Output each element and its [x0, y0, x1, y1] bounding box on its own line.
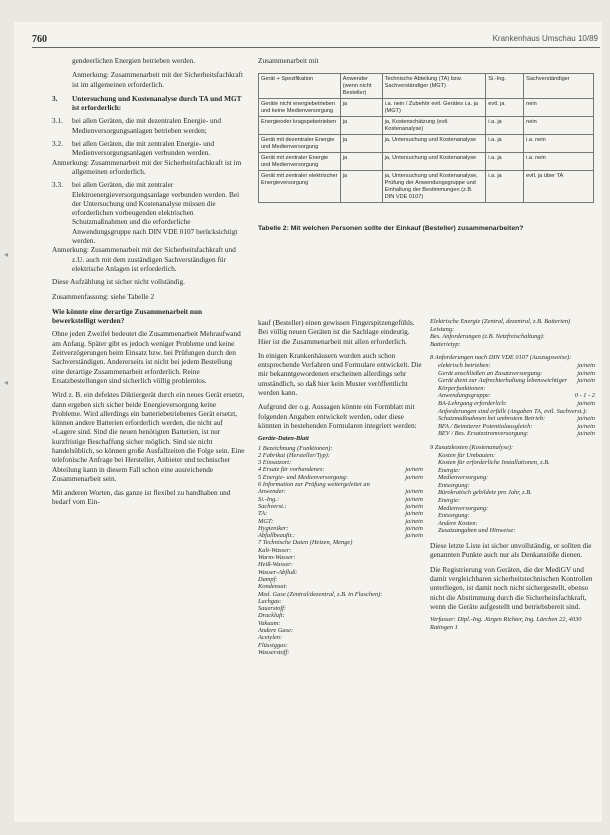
paragraph: Zusammenfassung: siehe Tabelle 2: [52, 291, 155, 301]
table-row: [259, 171, 594, 203]
item-number: 3.2.: [52, 139, 63, 149]
form-row: [258, 539, 423, 546]
form-row: [258, 452, 423, 459]
table-cell: ja: [340, 171, 382, 203]
paragraph: Aufgrund der o.g. Aussagen könnte ein Formblatt mit folgenden Angaben entwickelt werden, oder diese könnten in bestehenden Formularen integriert werden:: [258, 402, 417, 430]
form-row: Kosten für erforderliche Installationen, z.B.: [438, 459, 550, 467]
table-cell: i.a. ja: [486, 117, 524, 135]
table-intro: Zusammenarbeit mit: [258, 56, 319, 65]
form-label: Bes. Anforderungen (z.B. Netzfreischaltung):: [430, 333, 545, 341]
table-cell: ja, Untersuchung und Kostenanalyse: [382, 135, 486, 153]
form-row: Andere Kosten:: [438, 519, 478, 527]
form-label: Si.-Ing.:: [258, 495, 279, 503]
form-label: 7 Technische Daten (Heizen, Menge): [258, 539, 353, 547]
form-row: [258, 518, 423, 525]
form-value: ja/nein: [577, 415, 595, 423]
form-value: ja/nein: [577, 430, 595, 438]
table-cell: i.a. ja: [486, 171, 524, 203]
form-value: ja/nein: [405, 524, 423, 532]
annotation: Anmerkung: Zusammenarbeit mit der Sicherheitsfachkraft ist im allgemeinen erforderlich.: [72, 70, 244, 89]
form-row: [258, 525, 423, 532]
form-value: ja/nein: [577, 399, 595, 407]
form-section-title: 9 Zusatzkosten (Kostenanalyse):: [430, 443, 514, 451]
table-cell: ja: [340, 99, 382, 117]
form-label: Dampf:: [258, 575, 278, 583]
paragraph: Ohne jeden Zweifel bedeutet die Zusammenarbeit Mehraufwand am Anfang. Später gibt es jedoch weniger Probleme und keine Zeitverzögerungen beim Einsatz bzw. bei Prüfungen durch den Sachverständigen. Andererseits ist nicht bei jedem Bestellung eine derartige Zusammenarbeit erforderlich. Reine Ersatzbestellungen sind sicherlich völlig problemlos.: [52, 329, 241, 385]
form-label: Heiß-Wasser:: [258, 561, 293, 569]
form-row: [258, 466, 423, 473]
annotation: Anmerkung: Zusammenarbeit mit der Sicherheitsfachkraft und z.U. auch mit dem zuständigen Sachverständigen für elektrische Anlagen ist erforderlich.: [52, 245, 236, 273]
form-label: Hygieniker:: [258, 524, 289, 532]
form-title: Geräte-Daten-Blatt: [258, 435, 309, 443]
form-label: Sachverst.:: [258, 502, 287, 510]
form-value: ja/nein: [405, 502, 423, 510]
paragraph: gendeerlichen Energien betrieben werden.: [72, 56, 196, 65]
form-row: [258, 503, 423, 510]
form-label: MGT:: [258, 517, 274, 525]
paragraph: In einigen Krankenhäusern wurden auch schon entsprechende Verfahren und Formulare entwickelt. Die mir bekanntgewordenen erscheinen allerdings sehr umständlich, so daß hier kein Muster veröffentlicht werden kann.: [258, 350, 422, 398]
table-row: [259, 117, 594, 135]
form-row: [258, 554, 423, 561]
form-row: [258, 598, 423, 605]
form-label: Kondensat:: [258, 583, 288, 591]
form-row: [430, 326, 595, 334]
item-text: bei allen Geräten, die mit zentralen Energie- und Medienversorgungsanlagen verbunden werden.: [72, 139, 215, 158]
form-label: Andere Gase:: [258, 626, 294, 634]
form-row: [258, 445, 423, 452]
item-text: bei allen Geräten, die mit zentraler Elektroenergieversorgungsanlage verbunden werden. Bei der Untersuchung und Kostenanalyse müssen die erforderlichen vorbeugenden elektrischen Schutzmaßnahmen und die erforderliche Anwendungsgruppe nach DIN VDE 0107 berücksichtigt werden.: [72, 180, 240, 246]
author-line: Verfasser: Dipl.-Ing. Jürgen Richter, Ing. Lärchen 22, 4030 Ratingen 1: [430, 616, 582, 631]
form-row: Medienversorgung:: [438, 504, 489, 512]
form-value: ja/nein: [405, 495, 423, 503]
form-label: Wasserstoff:: [258, 648, 290, 656]
form-row: [258, 649, 423, 656]
form-label: BFA / Beimiterer Potentialausgleich:: [438, 422, 533, 430]
table-row: [259, 135, 594, 153]
table-caption: Tabelle 2: Mit welchen Personen sollte der Einkauf (Besteller) zusammenarbeiten?: [258, 225, 524, 233]
form-label: 5 Energie- und Medienversorgung:: [258, 473, 348, 481]
table-cell: Gerät mit dezentraler Energie und Medienversorgung: [259, 135, 341, 153]
form-label: Elektrische Energie (Zentral, dezentral, z.B. Batterien): [430, 318, 571, 325]
form-label: 4 Ersatz für vorhandenes:: [258, 466, 325, 474]
table-cell: evtl. ja über TA: [524, 171, 594, 203]
form-label: 1 Bezeichnung (Funktionen):: [258, 444, 333, 452]
form-row: [258, 496, 423, 503]
form-row: Zusatzangaben und Hinweise:: [438, 527, 516, 535]
table-cell: i.a. ja: [486, 153, 524, 171]
paragraph: Diese letzte Liste ist sicher unvollständig, er sollten die genannten Punkte auch nur als Denkanstöße dienen.: [430, 541, 592, 560]
form-label: Kalt-Wasser:: [258, 546, 292, 554]
form-row: [438, 400, 595, 408]
paragraph: kauf (Besteller) einen gewissen Fingerspitzengefühls. Bei völlig neuen Geräten ist die Sachlage eindeutig. Hier ist die Zusammenarbeit mit allen erforderlich.: [258, 318, 415, 346]
header-rule: [32, 47, 600, 48]
table-cell: i.a. nein / Zubehör evtl. Gerätes i.a. ja (MGT): [382, 99, 486, 117]
table-cell: ja: [340, 153, 382, 171]
form-row: [438, 392, 595, 400]
numbered-list: [52, 94, 246, 273]
list-item: [52, 116, 246, 135]
list-item: [52, 139, 246, 176]
form-row: [438, 408, 595, 416]
form-label: TA:: [258, 510, 268, 518]
left-column: [52, 56, 246, 512]
form-row: [258, 620, 423, 627]
form-value: ja/nein: [577, 361, 595, 369]
form-label: Batterietyp:: [430, 340, 461, 348]
running-title: Krankenhaus Umschau 10/89: [492, 34, 598, 43]
form-value: ja/nein: [577, 377, 595, 385]
form-row: [258, 569, 423, 576]
table-cell: nein: [524, 117, 594, 135]
form-label: BA-Lehrgang erforderlich:: [438, 399, 507, 407]
form-value: ja/nein: [577, 422, 595, 430]
margin-mark: ◂: [4, 378, 9, 387]
form-row: [258, 459, 423, 466]
table-cell: i.a. ja: [486, 135, 524, 153]
form-value: ja/nein: [405, 532, 423, 540]
form-value: ja/nein: [577, 369, 595, 377]
table-cell: nein: [524, 99, 594, 117]
form-value: 0 - 1 - 2: [574, 392, 595, 400]
list-item: [52, 180, 246, 273]
form-label: 6 Information zur Prüfung weitergeleitet an: [258, 481, 370, 489]
paragraph: Wird z. B. ein defektes Diktiergerät durch ein neues Gerät ersetzt, dann ergeben sich sicher beide Energieversorgung keine Probleme. Wird allerdings ein batteriebetriebenes Gerät ersetzt, können andere Batterien erforderlich werden, die nicht auf »Lagere sind. Sind die neuen benötigten Batterien, ist nur kurzfristige Beschaffung sicher möglich. Sind sie nicht handelsüblich, so können große Ausfallzeiten die Folge sein. Eine telefonische Anfrage bei Hersteller, Anbieter und technischer Abteilung kann in diesem Fall schon eine ausreichende Zusammenarbeit sein.: [52, 390, 245, 483]
form-label: Anforderungen sind erfüllt (Angaben TA, evtl. Sachverst.):: [438, 407, 588, 415]
right-column: [430, 318, 595, 636]
paragraph: Die Registrierung von Geräten, die der MediGV und damit vergleichbaren sicherheitstechnischen Kontrollen unterliegen, ist damit noch nicht sichergestellt, ebenso nicht die Abstimmung durch die Sicherheitsfachkraft, wenn die Geräte aufgestellt und betriebsbereit sind.: [430, 564, 593, 611]
form-row: [258, 532, 423, 539]
table-cell: i.a. nein: [524, 135, 594, 153]
form-label: Acetylen:: [258, 634, 283, 642]
form-row: [258, 605, 423, 612]
table-header-cell: Anwender (wenn nicht Besteller): [340, 74, 382, 99]
form-row: Entsorgung:: [438, 481, 470, 489]
form-label: Anwender:: [258, 488, 287, 496]
form-label: Gerät dient zur Aufrechterhaltung lebenswichtiger Körperfunktionen:: [438, 377, 568, 392]
paragraph: Diese Aufzählung ist sicher nicht vollständig.: [52, 277, 185, 287]
item-number: 3.1.: [52, 116, 63, 126]
form-value: ja/nein: [405, 473, 423, 481]
form-row: Energie:: [438, 466, 461, 474]
table-header-cell: Technische Abteilung (TA) bzw. Sachverständiger (MGT): [382, 74, 486, 99]
form-row: [258, 510, 423, 517]
form-row: [438, 370, 595, 378]
table-cell: ja: [340, 117, 382, 135]
item-text: Untersuchung und Kostenanalyse durch TA und MGT ist erforderlich:: [72, 93, 242, 113]
form-row: Medienversorgung:: [438, 474, 489, 482]
table-header-cell: Si.-Ing.: [486, 74, 524, 99]
form-row: [258, 642, 423, 649]
table-header-cell: Sachverständiger: [524, 74, 594, 99]
form-sheet: [258, 435, 423, 656]
table-cell: Gerät mit zentraler elektrischer Energieversorgung: [259, 171, 341, 203]
table-cell: Geräte nicht energiebetrieben und keine Medienversorgung: [259, 99, 341, 117]
table-row: [259, 153, 594, 171]
form-value: ja/nein: [405, 488, 423, 496]
table2: [258, 73, 594, 203]
table-cell: ja, Kostenschätzung (evtl. Kostenanalyse): [382, 117, 486, 135]
page-number: 760: [32, 34, 47, 45]
form-row: [438, 362, 595, 370]
form-row: [258, 488, 423, 495]
form-label: Vakuum:: [258, 619, 281, 627]
form-label: Flüssiggas:: [258, 641, 288, 649]
form-label: Med. Gase (Zentral/dezentral, z.B. in Flaschen):: [258, 590, 383, 598]
form-label: Warm-Wasser:: [258, 554, 296, 562]
form-label: Schutzmaßnahmen bei umbrotem Betrieb:: [438, 415, 546, 423]
annotation: Anmerkung: Zusammenarbeit mit der Sicherheitsfachkraft ist im allgemeinen erforderlich.: [52, 157, 242, 176]
item-number: 3.: [52, 93, 58, 103]
item-number: 3.3.: [52, 180, 63, 190]
form-row: Entsorgung:: [438, 512, 470, 520]
form-row: [258, 583, 423, 590]
table-block: [258, 56, 594, 232]
form-row: Bürokratisch gebildete pro Jahr, z.B.: [438, 489, 532, 497]
table-cell: ja: [340, 135, 382, 153]
form-row: [258, 547, 423, 554]
form-row: [438, 430, 595, 438]
table-cell: ja, Untersuchung und Kostenanalyse: [382, 153, 486, 171]
form-row: [258, 612, 423, 619]
form-row: Energie:: [438, 497, 461, 505]
form-label: Wasser-Abfluß:: [258, 568, 298, 576]
table-row: [259, 99, 594, 117]
form-row: [258, 576, 423, 583]
form-label: elektrisch betrieben:: [438, 361, 491, 369]
section-heading: Wie könnte eine derartige Zusammenarbeit nun bewerkstelligt werden?: [52, 306, 203, 326]
form-row: [438, 377, 595, 392]
form-row: [258, 561, 423, 568]
form-label: Leistung:: [430, 325, 455, 333]
form-row: [430, 333, 595, 341]
form-row: [258, 627, 423, 634]
middle-column: [258, 318, 423, 656]
form-row: [430, 341, 595, 349]
table-cell: i.a. nein: [524, 153, 594, 171]
form-value: ja/nein: [405, 466, 423, 474]
form-label: Abfallbeauftr.:: [258, 532, 296, 540]
table-cell: Gerät mit zentraler Energie und Medienversorgung: [259, 153, 341, 171]
form-row: [258, 481, 423, 488]
form-row: [258, 634, 423, 641]
form-row: [430, 318, 595, 326]
form-label: 2 Fabrikat (Hersteller/Typ):: [258, 451, 330, 459]
form-label: 3 Einsatzort:: [258, 459, 292, 467]
form-label: Lachgas:: [258, 597, 282, 605]
item-text: bei allen Geräten, die mit dezentralen Energie- und Medienversorgungsanlagen betrieben werden;: [72, 116, 221, 135]
form-row: [258, 474, 423, 481]
form-row: [438, 415, 595, 423]
form-label: BEV / Bes. Ersatzstromversorgung:: [438, 430, 529, 438]
margin-mark: ◂: [4, 250, 9, 259]
form-label: Gerät anschließen an Zusatzversorgung:: [438, 369, 543, 377]
form-label: Anwendungsgruppe:: [438, 392, 491, 400]
paragraph: Mit anderen Worten, das ganze ist flexibel zu handhaben und bedarf vom Ein-: [52, 488, 231, 507]
table-cell: ja, Untersuchung und Kostenanalyse, Prüfung der Anwendungsgruppe und Einhaltung der Bestimmungen (z.B. DIN VDE 0107): [382, 171, 486, 203]
table-cell: Energieoder kragspebetrieben: [259, 117, 341, 135]
form-section-title: 8 Anforderungen nach DIN VDE 0107 (Auszugsweise):: [430, 354, 572, 362]
form-label: Sauerstoff:: [258, 605, 287, 613]
table-header-cell: Gerät + Spezifikation: [259, 74, 341, 99]
table-cell: evtl. ja: [486, 99, 524, 117]
list-item: [52, 94, 246, 113]
form-row: [438, 423, 595, 431]
form-row: [258, 591, 423, 598]
form-label: Druckluft:: [258, 612, 285, 620]
form-value: ja/nein: [405, 510, 423, 518]
form-row: Kosten für Umbauten:: [438, 451, 496, 459]
form-value: ja/nein: [405, 517, 423, 525]
